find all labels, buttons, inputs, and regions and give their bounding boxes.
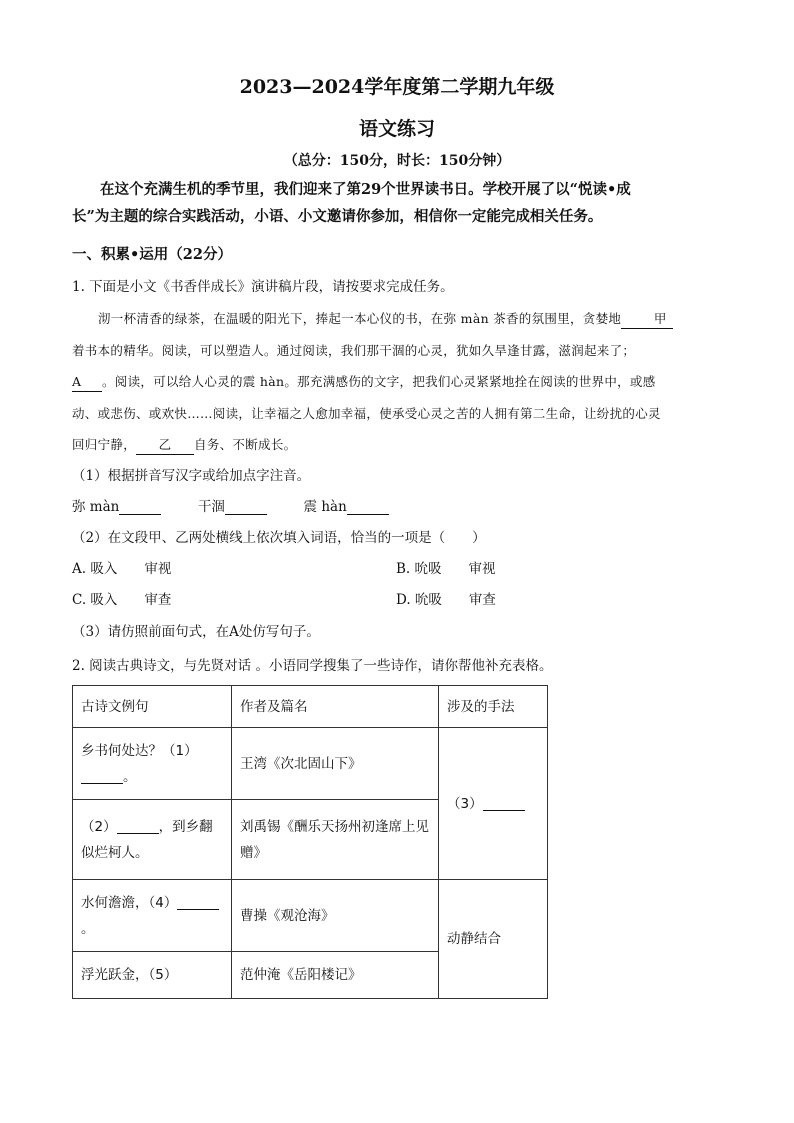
option-b[interactable]: B. 吮吸 审视	[396, 561, 496, 577]
table-cell: 范仲淹《岳阳楼记》	[232, 952, 439, 999]
answer-blank[interactable]	[483, 796, 525, 811]
passage-line: 动、或悲伤、或欢快……阅读，让幸福之人愈加幸福，使承受心灵之苦的人拥有第二生命，让纷扰的心灵	[72, 405, 661, 421]
table-header: 涉及的手法	[439, 686, 548, 728]
table-cell: 动静结合	[439, 880, 548, 999]
table-header: 作者及篇名	[232, 686, 439, 728]
table-cell: 乡书何处达？（1） 。	[73, 728, 232, 800]
table-cell: 刘禹锡《酬乐天扬州初逢席上见赠》	[232, 800, 439, 880]
passage-line	[72, 429, 724, 461]
passage-line: 着书本的精华。阅读，可以塑造人。通过阅读，我们那干涸的心灵，犹如久旱逢甘露，滋润起来了；	[72, 342, 636, 358]
table-header: 古诗文例句	[73, 686, 232, 728]
pinyin-item: 震 hàn	[303, 499, 347, 515]
score-info: （总分：150分，时长：150分钟）	[283, 153, 511, 169]
table-cell: （2） ，到乡翻 似烂柯人。	[73, 800, 232, 880]
blank-jia[interactable]: 甲	[621, 310, 673, 329]
answer-blank[interactable]	[177, 895, 219, 910]
passage-line	[72, 366, 724, 398]
subject-title: 语文练习	[358, 118, 435, 140]
pinyin-item: 弥 màn	[72, 499, 120, 515]
table-cell: 曹操《观沧海》	[232, 880, 439, 952]
table-cell: 王湾《次北固山下》	[232, 728, 439, 800]
sub-question-2: （2）在文段甲、乙两处横线上依次填入词语，恰当的一项是（ ）	[72, 530, 486, 546]
speech-passage	[72, 303, 724, 461]
option-d[interactable]: D. 吮吸 审查	[396, 592, 496, 608]
table-cell: 浮光跃金，（5）	[73, 952, 232, 999]
blank-a[interactable]: A	[72, 373, 102, 392]
passage-text: 回归宁静，	[72, 437, 137, 452]
intro-line-1: 在这个充满生机的季节里，我们迎来了第29个世界读书日。学校开展了以“悦读•成	[100, 181, 631, 198]
option-a[interactable]: A. 吸入 审视	[72, 561, 172, 577]
passage-text: 。阅读，可以给人心灵的震 hàn。那充满感伤的文字，把我们心灵紧紧地拴在阅读的世界中，或感	[102, 374, 656, 389]
section-heading: 一、积累•运用（22分）	[72, 246, 232, 263]
passage-text: 沏一杯清香的绿茶，在温暖的阳光下，捧起一本心仪的书，在弥 màn 茶香的氛围里，贪婪地	[98, 311, 622, 326]
pinyin-item: 干涸	[197, 499, 225, 515]
poem-table	[72, 685, 548, 999]
answer-blank[interactable]	[117, 819, 159, 834]
option-c[interactable]: C. 吸入 审查	[72, 592, 172, 608]
pinyin-row	[72, 495, 389, 515]
answer-blank[interactable]	[119, 500, 161, 515]
sub-question-3: （3）请仿照前面句式，在A处仿写句子。	[72, 624, 320, 640]
answer-blank[interactable]	[347, 500, 389, 515]
table-cell: 水何澹澹，（4） 。	[73, 880, 232, 952]
intro-line-2: 长”为主题的综合实践活动，小语、小文邀请你参加，相信你一定能完成相关任务。	[72, 208, 603, 225]
passage-text: 自务、不断成长。	[194, 437, 297, 452]
question-1-stem: 1. 下面是小文《书香伴成长》演讲稿片段，请按要求完成任务。	[72, 279, 454, 295]
table-cell: （3）	[439, 728, 548, 880]
sub-question-1: （1）根据拼音写汉字或给加点字注音。	[72, 468, 311, 484]
answer-blank[interactable]	[225, 500, 267, 515]
question-2-stem: 2. 阅读古典诗文，与先贤对话 。小语同学搜集了一些诗作，请你帮他补充表格。	[72, 658, 553, 674]
blank-yi[interactable]: 乙	[136, 436, 194, 455]
answer-blank[interactable]	[81, 769, 123, 784]
exam-title: 2023—2024学年度第二学期九年级	[239, 76, 555, 98]
passage-line	[72, 303, 724, 335]
intro-paragraph	[72, 176, 722, 230]
